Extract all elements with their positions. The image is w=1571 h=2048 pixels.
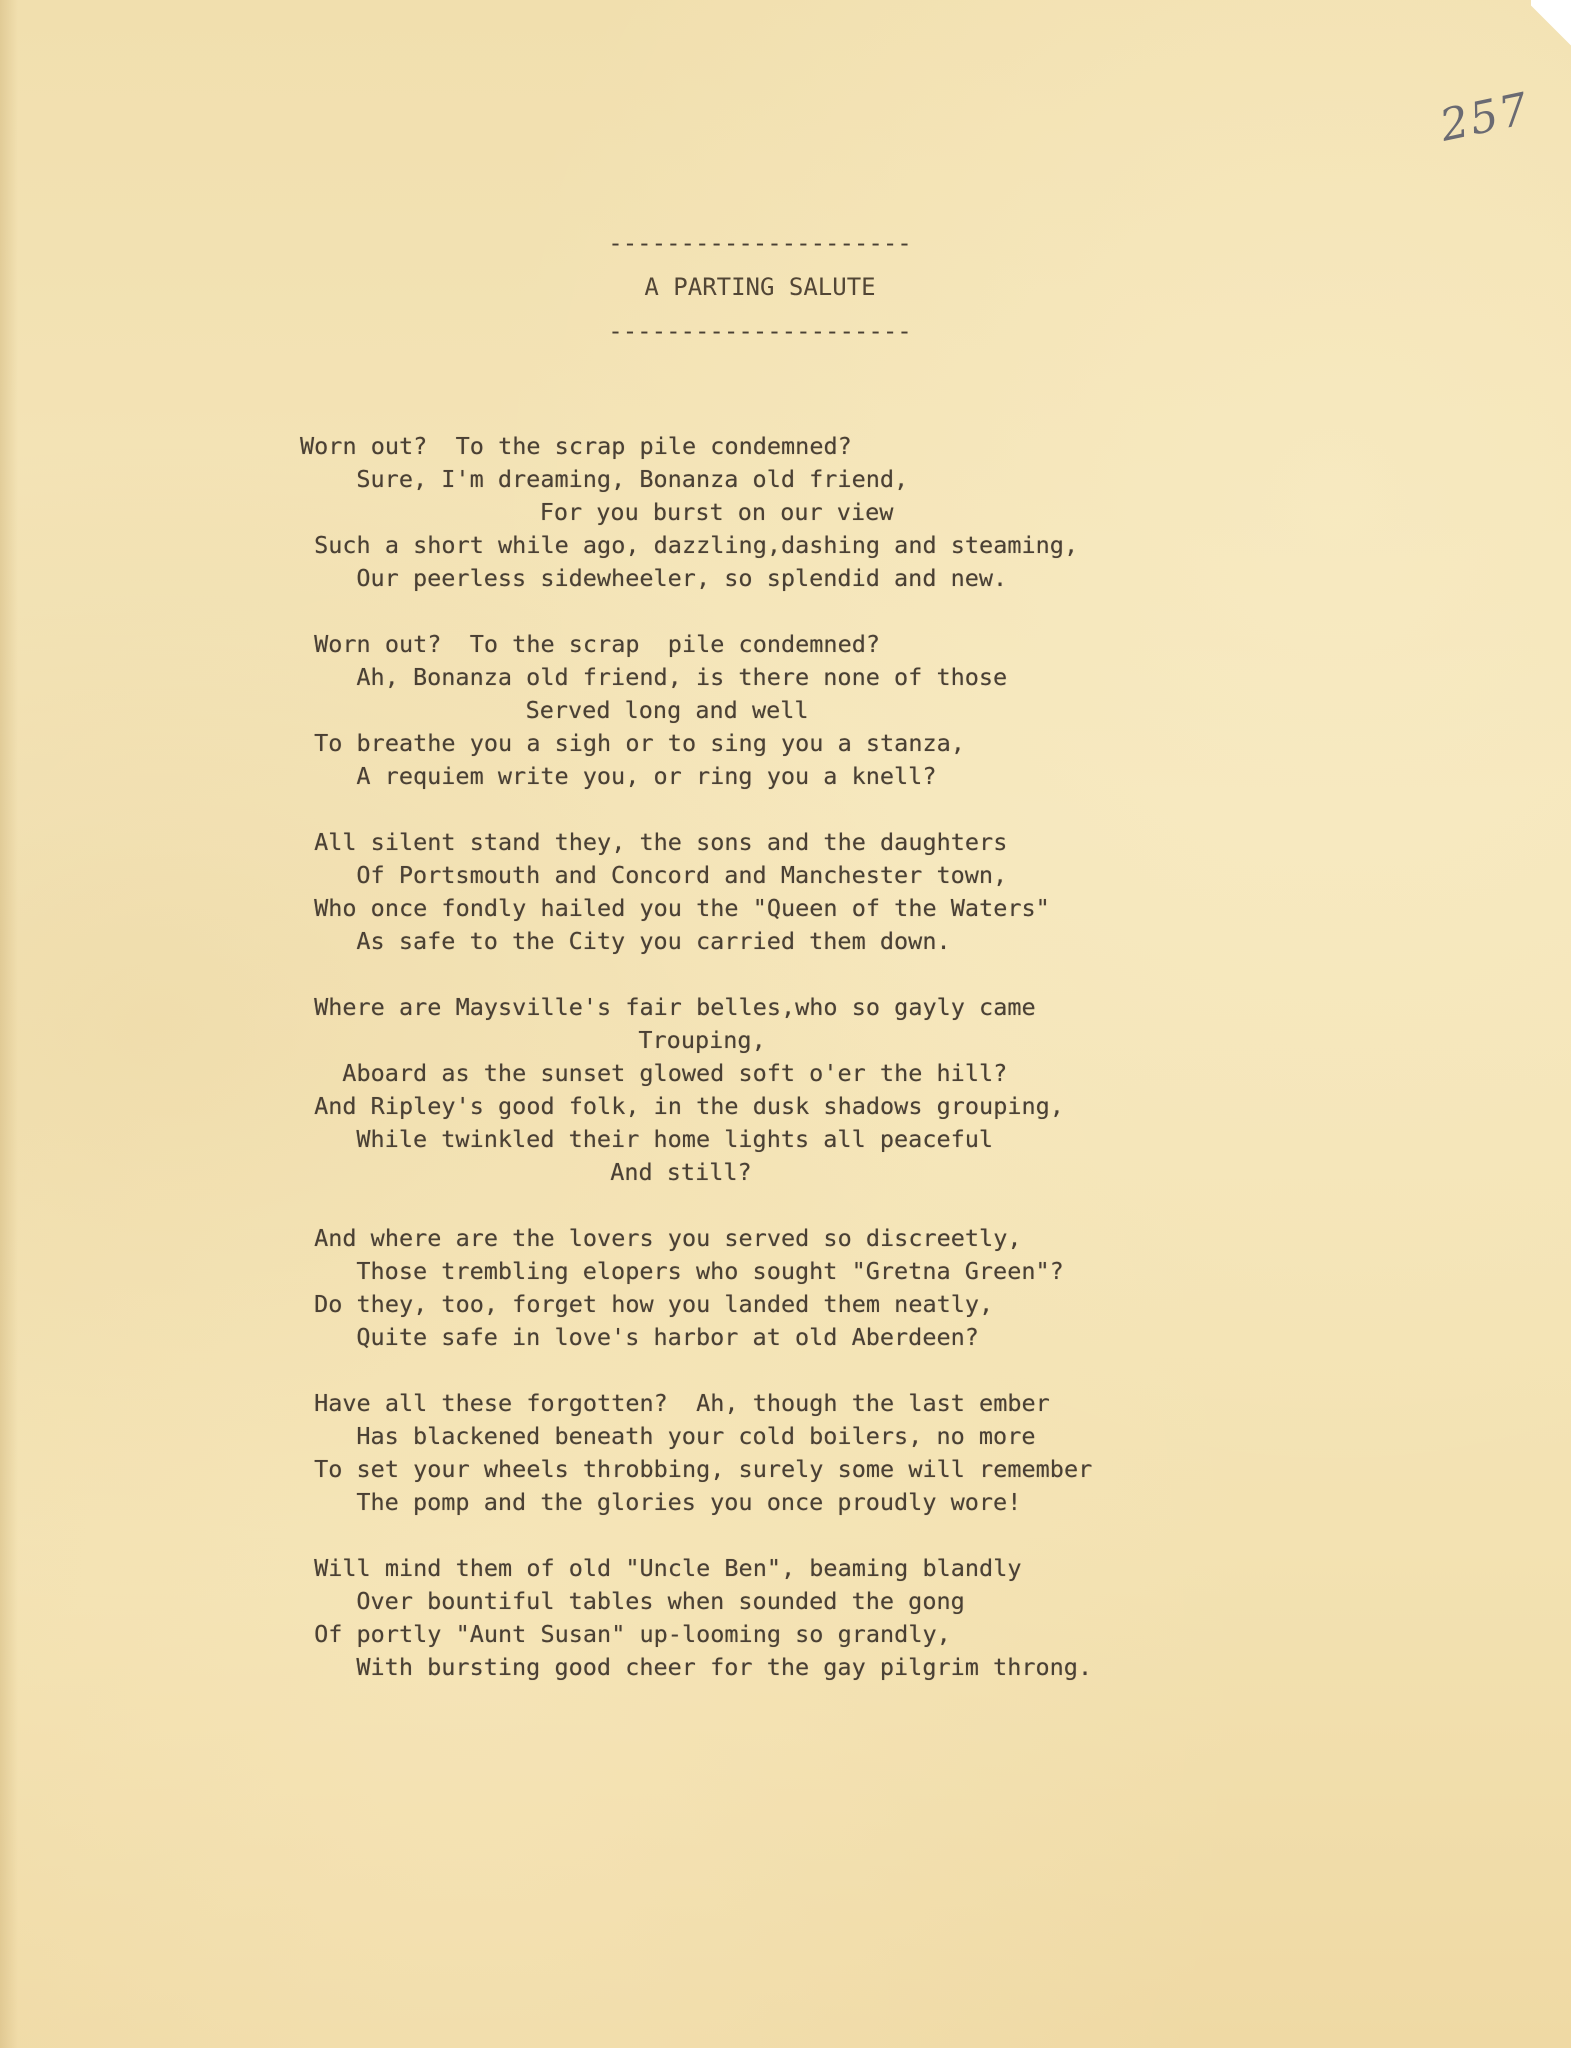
poem-line: The pomp and the glories you once proudly wore! xyxy=(356,1488,1022,1516)
title-rule-top: --------------------- xyxy=(608,229,912,257)
poem-line: Served long and well xyxy=(525,696,809,724)
poem-line: A requiem write you, or ring you a knell? xyxy=(356,762,937,790)
page-corner xyxy=(1531,0,1571,60)
poem-line: Who once fondly hailed you the "Queen of the Waters" xyxy=(314,894,1050,922)
poem-line: All silent stand they, the sons and the daughters xyxy=(314,828,1008,856)
poem-line: Ah, Bonanza old friend, is there none of those xyxy=(356,663,1008,691)
poem-line: Over bountiful tables when sounded the gong xyxy=(356,1587,965,1615)
page-edge-shadow xyxy=(0,0,18,2048)
poem-line: Our peerless sidewheeler, so splendid and new. xyxy=(356,564,1008,592)
stanza xyxy=(300,628,1300,793)
poem-line: Quite safe in love's harbor at old Aberdeen? xyxy=(356,1323,979,1351)
poem-line: Sure, I'm dreaming, Bonanza old friend, xyxy=(356,465,909,493)
poem-line: And where are the lovers you served so discreetly, xyxy=(314,1224,1022,1252)
stanza xyxy=(300,1387,1300,1519)
title-block xyxy=(590,228,930,346)
poem-line: To set your wheels throbbing, surely some will remember xyxy=(314,1455,1093,1483)
poem-line: Of portly "Aunt Susan" up-looming so grandly, xyxy=(314,1620,951,1648)
page-title: A PARTING SALUTE xyxy=(644,273,876,301)
poem-line: Such a short while ago, dazzling,dashing and steaming, xyxy=(314,531,1079,559)
poem-line: While twinkled their home lights all peaceful xyxy=(356,1125,994,1153)
poem-line: Has blackened beneath your cold boilers, no more xyxy=(356,1422,1036,1450)
poem-line: To breathe you a sigh or to sing you a stanza, xyxy=(314,729,965,757)
stanza xyxy=(300,991,1300,1189)
stanza xyxy=(300,1552,1300,1684)
poem-line: Worn out? To the scrap pile condemned? xyxy=(314,630,881,658)
poem-line: And still? xyxy=(610,1158,752,1186)
poem-line: Will mind them of old "Uncle Ben", beaming blandly xyxy=(314,1554,1022,1582)
poem-line: As safe to the City you carried them down. xyxy=(356,927,951,955)
poem-line: Trouping, xyxy=(638,1026,766,1054)
title-rule-bottom: --------------------- xyxy=(608,317,912,345)
poem-line: Do they, too, forget how you landed them neatly, xyxy=(314,1290,994,1318)
poem-body xyxy=(300,430,1300,1717)
poem-line: For you burst on our view xyxy=(539,498,894,526)
poem-line: With bursting good cheer for the gay pilgrim throng. xyxy=(356,1653,1093,1681)
stanza xyxy=(300,1222,1300,1354)
handwritten-page-number: 257 xyxy=(1435,83,1535,152)
poem-line: Those trembling elopers who sought "Gretna Green"? xyxy=(356,1257,1064,1285)
poem-line: Worn out? To the scrap pile condemned? xyxy=(300,432,852,460)
poem-line: Of Portsmouth and Concord and Manchester town, xyxy=(356,861,1008,889)
stanza xyxy=(300,430,1300,595)
poem-line: Have all these forgotten? Ah, though the last ember xyxy=(314,1389,1050,1417)
poem-line: Where are Maysville's fair belles,who so gayly came xyxy=(314,993,1036,1021)
stanza xyxy=(300,826,1300,958)
poem-line: And Ripley's good folk, in the dusk shadows grouping, xyxy=(314,1092,1064,1120)
poem-line: Aboard as the sunset glowed soft o'er the hill? xyxy=(342,1059,1008,1087)
